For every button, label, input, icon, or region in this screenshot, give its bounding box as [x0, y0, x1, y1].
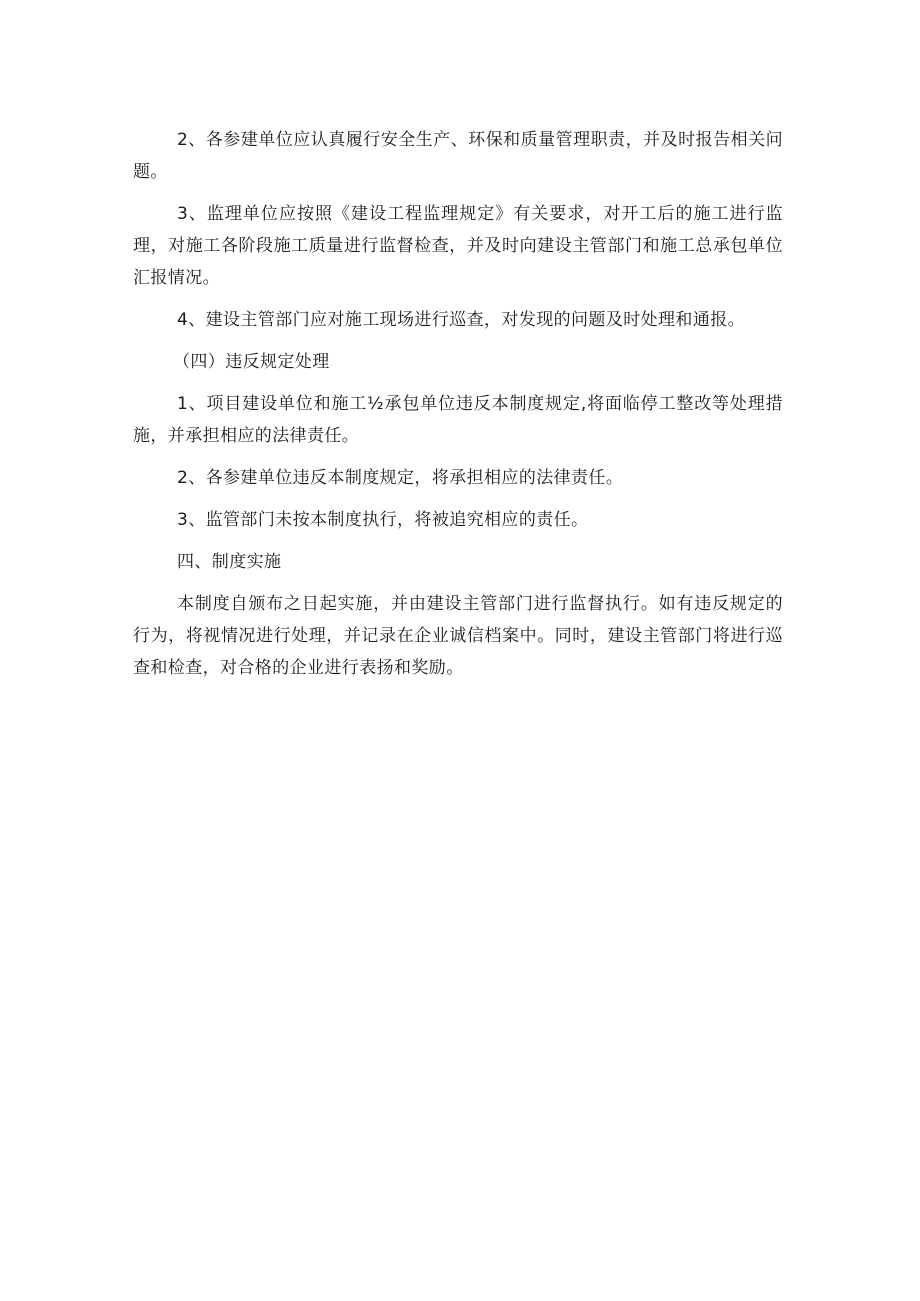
paragraph-item-4-inspection: 4、建设主管部门应对施工现场进行巡查，对发现的问题及时处理和通报。	[177, 310, 746, 330]
paragraph-violation-2: 2、各参建单位违反本制度规定，将承担相应的法律责任。	[177, 468, 624, 488]
paragraph-implementation: 本制度自颁布之日起实施，并由建设主管部门进行监督执行。如有违反规定的行为，将视情况进行处理，并记录在企业诚信档案中。同时，建设主管部门将进行巡查和检查，对合格的企业进行表扬和奖励。	[133, 594, 783, 678]
paragraph-violation-3: 3、监管部门未按本制度执行，将被追究相应的责任。	[177, 510, 589, 530]
section-heading-violations: （四）违反规定处理	[173, 352, 330, 372]
document-page	[133, 124, 783, 694]
paragraph-item-3-supervision: 3、监理单位应按照《建设工程监理规定》有关要求，对开工后的施工进行监理，对施工各阶段施工质量进行监督检查，并及时向建设主管部门和施工总承包单位汇报情况。	[133, 204, 783, 288]
paragraph-item-2-duties: 2、各参建单位应认真履行安全生产、环保和质量管理职责，并及时报告相关问题。	[133, 130, 783, 182]
paragraph-violation-1: 1、项目建设单位和施工½承包单位违反本制度规定,将面临停工整改等处理措施，并承担相应的法律责任。	[133, 394, 783, 446]
section-heading-implementation: 四、制度实施	[177, 552, 282, 572]
